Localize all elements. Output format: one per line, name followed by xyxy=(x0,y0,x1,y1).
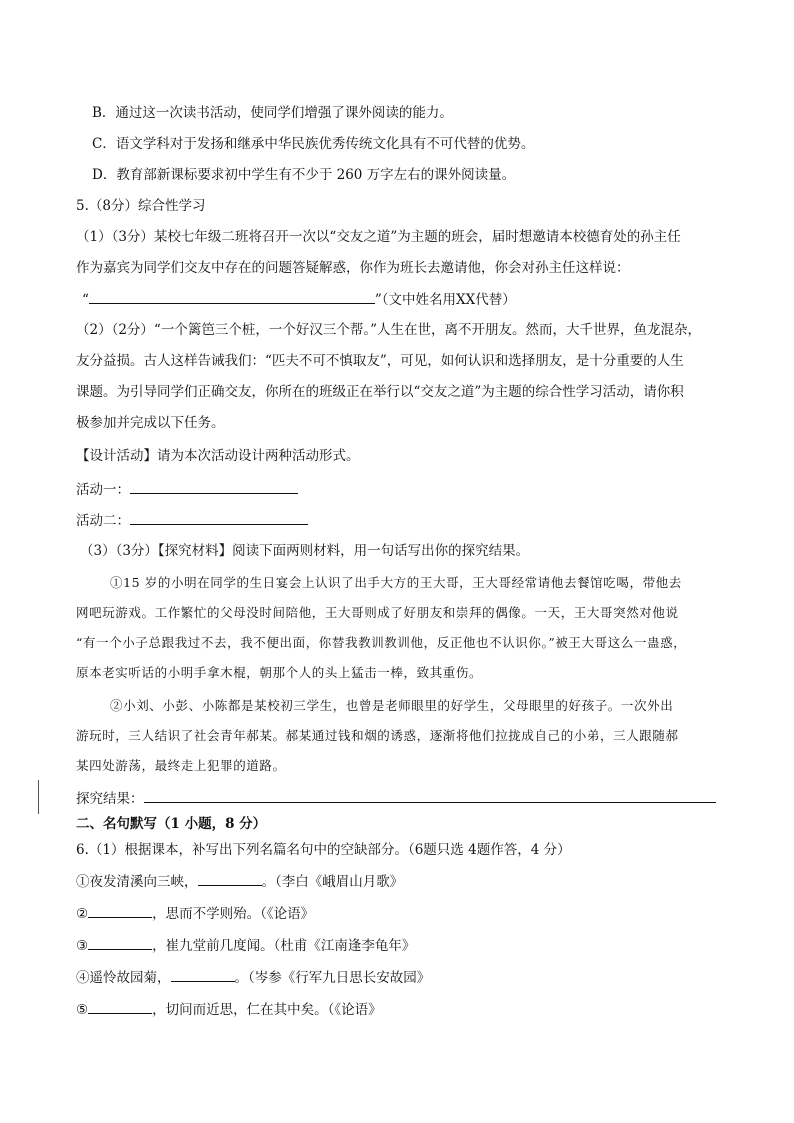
q5-part3-prompt: （3）（3分）【探究材料】阅读下面两则材料，用一句话写出你的探究结果。 xyxy=(80,543,530,559)
quote-2-post: ，思而不学则殆。（《论语》 xyxy=(152,906,315,922)
quote-1-post: 。（李白《峨眉山月歌》 xyxy=(261,874,404,890)
material-2-line1: ②小刘、小彭、小陈都是某校初三学生，也曾是老师眼里的好学生，父母眼里的好孩子。一次外出 xyxy=(110,698,674,713)
activity-1-label: 活动一： xyxy=(76,482,130,498)
quote-3-post: ，崔九堂前几度闻。（杜甫《江南逢李龟年》 xyxy=(152,938,416,954)
quote-5-pre: ⑤ xyxy=(76,1002,89,1018)
quote-item-3 xyxy=(76,935,415,956)
q5-part2-line2: 友分益损。古人这样告诫我们：“匹夫不可不慎取友”，可见，如何认识和选择朋友，是十分重要的人生 xyxy=(76,353,684,369)
margin-mark xyxy=(38,780,39,814)
material-2-line3: 某四处游荡，最终走上犯罪的道路。 xyxy=(76,758,286,773)
q5-part1-line1: （1）（3分）某校七年级二班将召开一次以“交友之道”为主题的班会，届时想邀请本校德育处的孙主任 xyxy=(76,229,681,245)
material-1-line2: 网吧玩游戏。工作繁忙的父母没时间陪他，王大哥则成了好朋友和崇拜的偶像。一天，王大哥突然对他说 xyxy=(76,605,679,620)
quote-1-blank[interactable] xyxy=(198,871,262,886)
quote-4-blank[interactable] xyxy=(171,967,235,982)
quote-3-pre: ③ xyxy=(76,938,89,954)
option-c: C．语文学科对于发扬和继承中华民族优秀传统文化具有不可代替的优势。 xyxy=(92,136,535,152)
quote-item-2 xyxy=(76,903,314,924)
quote-2-pre: ② xyxy=(76,906,89,922)
quote-3-blank[interactable] xyxy=(88,935,152,950)
quote-5-post: ，切问而近思，仁在其中矣。（《论语》 xyxy=(152,1002,382,1018)
quote-2-blank[interactable] xyxy=(88,903,152,918)
material-1-line1: ①15 岁的小明在同学的生日宴会上认识了出手大方的王大哥，王大哥经常请他去餐馆吃喝，带他去 xyxy=(110,575,682,590)
option-d: D．教育部新课标要求初中学生有不少于 260 万字左右的课外阅读量。 xyxy=(92,167,516,183)
option-b: B．通过这一次读书活动，使同学们增强了课外阅读的能力。 xyxy=(92,105,453,121)
activity-2 xyxy=(76,510,308,531)
research-result-blank[interactable] xyxy=(144,788,716,803)
q5-part1-line2: 作为嘉宾为同学们交友中存在的问题答疑解惑，你作为班长去邀请他，你会对孙主任这样说： xyxy=(76,260,630,276)
question-5-heading: 5.（8分）综合性学习 xyxy=(76,198,206,214)
activity-1 xyxy=(76,479,298,500)
quote-5-blank[interactable] xyxy=(88,999,152,1014)
quote-item-5 xyxy=(76,999,382,1020)
q5-part2-line3: 课题。为引导同学们正确交友，你所在的班级正在举行以“交友之道”为主题的综合性学习活动，请你积 xyxy=(76,384,684,400)
q5-part2-line4: 极参加并完成以下任务。 xyxy=(76,415,225,431)
quote-1-pre: ①夜发清溪向三峡， xyxy=(76,874,198,890)
material-1-line3: “有一个小子总跟我过不去，我不便出面，你替我教训教训他，反正他也不认识你。”被王大哥这么一蛊惑， xyxy=(76,635,687,650)
close-quote-note: ”（文中姓名用XX代替） xyxy=(374,292,516,308)
section-2-heading: 二、名句默写（1 小题，8 分） xyxy=(76,816,267,832)
activity-2-label: 活动二： xyxy=(76,513,130,529)
quote-4-post: 。（岑参《行军九日思长安故园》 xyxy=(234,970,431,986)
material-1-line4: 原本老实听话的小明手拿木棍，朝那个人的头上猛击一棒，致其重伤。 xyxy=(76,665,483,680)
question-6-prompt: 6.（1）根据课本，补写出下列名篇名句中的空缺部分。（6题只选 4题作答，4 分） xyxy=(76,842,571,858)
open-quote: “ xyxy=(82,292,89,308)
design-activity: 【设计活动】请为本次活动设计两种活动形式。 xyxy=(76,448,360,464)
activity-2-blank[interactable] xyxy=(130,510,308,525)
q5-part1-answer-line xyxy=(82,289,516,310)
answer-blank[interactable] xyxy=(89,289,375,304)
quote-4-pre: ④遥怜故园菊， xyxy=(76,970,171,986)
q5-part2-line1: （2）（2分）“一个篱笆三个桩，一个好汉三个帮。”人生在世，离不开朋友。然而，大千世界，鱼龙混杂， xyxy=(76,322,701,338)
quote-item-4 xyxy=(76,967,430,988)
research-result-label: 探究结果： xyxy=(76,791,144,807)
research-result xyxy=(76,788,716,809)
quote-item-1 xyxy=(76,871,403,892)
activity-1-blank[interactable] xyxy=(130,479,298,494)
material-2-line2: 游玩时，三人结识了社会青年郝某。郝某通过钱和烟的诱惑，逐渐将他们拉拢成自己的小弟，三人跟随郝 xyxy=(76,728,679,743)
